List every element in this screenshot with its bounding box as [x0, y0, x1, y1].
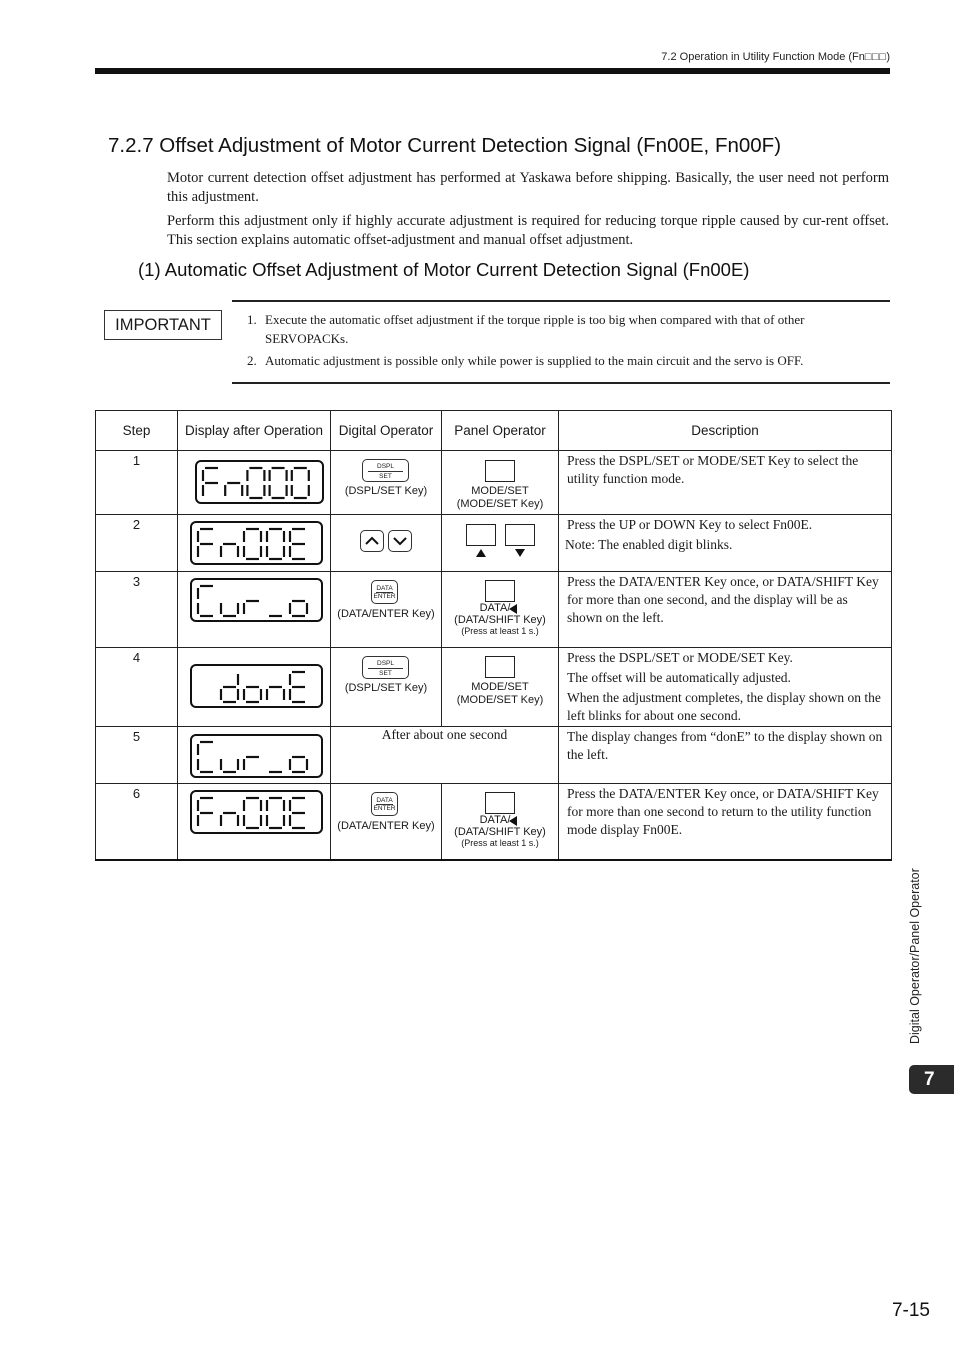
down-key[interactable]	[388, 530, 412, 552]
digital-key-caption: (DATA/ENTER Key)	[337, 820, 435, 832]
description-cell: Press the DATA/ENTER Key once, or DATA/SHIFT Key for more than one second to return to the utility function mode display Fn00E.	[559, 784, 892, 860]
dspl-set-key[interactable]: DSPL SET	[362, 459, 409, 482]
display-cell	[178, 451, 331, 515]
chapter-tab: 7	[909, 1065, 954, 1094]
important-label: IMPORTANT	[104, 310, 222, 340]
digital-key-caption: (DSPL/SET Key)	[344, 485, 428, 497]
dspl-set-key[interactable]: DSPL SET	[362, 656, 409, 679]
seven-segment-display	[190, 734, 323, 778]
header-step: Step	[96, 411, 178, 451]
panel-operator-cell	[442, 515, 559, 572]
triangle-left-icon	[509, 604, 517, 614]
seven-segment-display	[190, 578, 323, 622]
panel-key-caption: MODE/SET	[471, 681, 529, 693]
segment-digits	[192, 580, 317, 620]
step-number: 3	[96, 572, 178, 648]
panel-key-caption: (DATA/SHIFT Key)	[454, 826, 546, 838]
seven-segment-display	[195, 460, 324, 504]
display-cell	[178, 727, 331, 784]
triangle-left-icon	[509, 816, 517, 826]
digital-operator-cell	[331, 648, 442, 727]
panel-operator-cell	[442, 572, 559, 648]
digital-operator-cell	[331, 784, 442, 860]
procedure-table	[95, 410, 892, 861]
panel-key-note: (Press at least 1 s.)	[461, 838, 539, 848]
table-row	[96, 648, 892, 727]
panel-up-key[interactable]	[466, 524, 496, 546]
paragraph-1: Motor current detection offset adjustment has performed at Yaskawa before shipping. Basically, the user need not perform this adjustment.	[167, 170, 889, 205]
panel-key-note: (Press at least 1 s.)	[461, 626, 539, 636]
panel-operator-cell	[442, 451, 559, 515]
seven-segment-display	[190, 790, 323, 834]
step-number: 1	[96, 451, 178, 515]
header-rule	[95, 68, 890, 74]
running-head-boxes: □□□	[864, 51, 887, 63]
section-title: 7.2.7 Offset Adjustment of Motor Current Detection Signal (Fn00E, Fn00F)	[108, 134, 782, 157]
running-head: 7.2 Operation in Utility Function Mode (Fn□□□)	[661, 51, 890, 63]
side-label: Digital Operator/Panel Operator	[908, 868, 922, 1044]
up-key[interactable]	[360, 530, 384, 552]
digital-operator-cell	[331, 451, 442, 515]
description-cell: Press the UP or DOWN Key to select Fn00E. Note: The enabled digit blinks.	[559, 515, 892, 572]
step-number: 5	[96, 727, 178, 784]
seven-segment-display	[190, 664, 323, 708]
segment-digits	[192, 666, 317, 706]
triangle-down-icon	[515, 549, 525, 557]
display-cell	[178, 515, 331, 572]
chevron-down-icon	[389, 531, 411, 551]
triangle-up-icon	[476, 549, 486, 557]
digital-operator-cell	[331, 515, 442, 572]
merged-operator-cell: After about one second	[331, 727, 559, 784]
table-row	[96, 572, 892, 648]
table-row	[96, 451, 892, 515]
panel-key-caption: (DATA/SHIFT Key)	[454, 614, 546, 626]
segment-digits	[197, 462, 318, 502]
header-panel-operator: Panel Operator	[442, 411, 559, 451]
data-enter-key[interactable]: DATA ENTER	[371, 792, 398, 816]
data-enter-key[interactable]: DATA ENTER	[371, 580, 398, 604]
segment-digits	[192, 736, 317, 776]
display-cell	[178, 572, 331, 648]
step-number: 2	[96, 515, 178, 572]
important-item: 1. Execute the automatic offset adjustment if the torque ripple is too big when compared with that of other SERVOPACKs.	[247, 312, 805, 346]
panel-key-caption: (MODE/SET Key)	[456, 694, 544, 706]
paragraph-2: Perform this adjustment only if highly accurate adjustment is required for reducing torque ripple caused by cur-rent offset. This section explains automatic offset-adjustment and manual offset adjustment.	[167, 213, 889, 248]
segment-digits	[192, 523, 317, 563]
chevron-up-icon	[361, 531, 383, 551]
panel-down-key[interactable]	[505, 524, 535, 546]
subsection-title: (1) Automatic Offset Adjustment of Motor Current Detection Signal (Fn00E)	[138, 259, 750, 280]
important-item: 2. Automatic adjustment is possible only while power is supplied to the main circuit and the servo is OFF.	[247, 353, 804, 368]
panel-key-caption: (MODE/SET Key)	[456, 498, 544, 510]
panel-key-caption: DATA/	[479, 814, 511, 826]
table-row	[96, 727, 892, 784]
header-digital-operator: Digital Operator	[331, 411, 442, 451]
page-number: 7-15	[891, 1300, 930, 1321]
panel-key-caption: DATA/	[479, 602, 511, 614]
panel-operator-cell	[442, 648, 559, 727]
data-shift-key[interactable]	[485, 792, 515, 814]
digital-key-caption: (DSPL/SET Key)	[344, 682, 428, 694]
step-number: 6	[96, 784, 178, 860]
table-row	[96, 515, 892, 572]
table-row	[96, 784, 892, 860]
mode-set-key[interactable]	[485, 656, 515, 678]
segment-digits	[192, 792, 317, 832]
header-description: Description	[559, 411, 892, 451]
important-box	[232, 300, 890, 384]
step-number: 4	[96, 648, 178, 727]
description-cell: Press the DSPL/SET or MODE/SET Key. The offset will be automatically adjusted. When the adjustment completes, the display shown on the left blinks for about one second.	[559, 648, 892, 727]
table-header-row	[96, 411, 892, 451]
panel-operator-cell	[442, 784, 559, 860]
panel-key-caption: MODE/SET	[471, 485, 529, 497]
data-shift-key[interactable]	[485, 580, 515, 602]
digital-key-caption: (DATA/ENTER Key)	[337, 608, 435, 620]
display-cell	[178, 784, 331, 860]
header-display: Display after Operation	[178, 411, 331, 451]
display-cell	[178, 648, 331, 727]
seven-segment-display	[190, 521, 323, 565]
important-list	[247, 310, 877, 373]
description-cell: Press the DSPL/SET or MODE/SET Key to select the utility function mode.	[559, 451, 892, 515]
digital-operator-cell	[331, 572, 442, 648]
mode-set-key[interactable]	[485, 460, 515, 482]
description-cell: Press the DATA/ENTER Key once, or DATA/SHIFT Key for more than one second, and the display will be as shown on the left.	[559, 572, 892, 648]
description-cell: The display changes from “donE” to the display shown on the left.	[559, 727, 892, 784]
